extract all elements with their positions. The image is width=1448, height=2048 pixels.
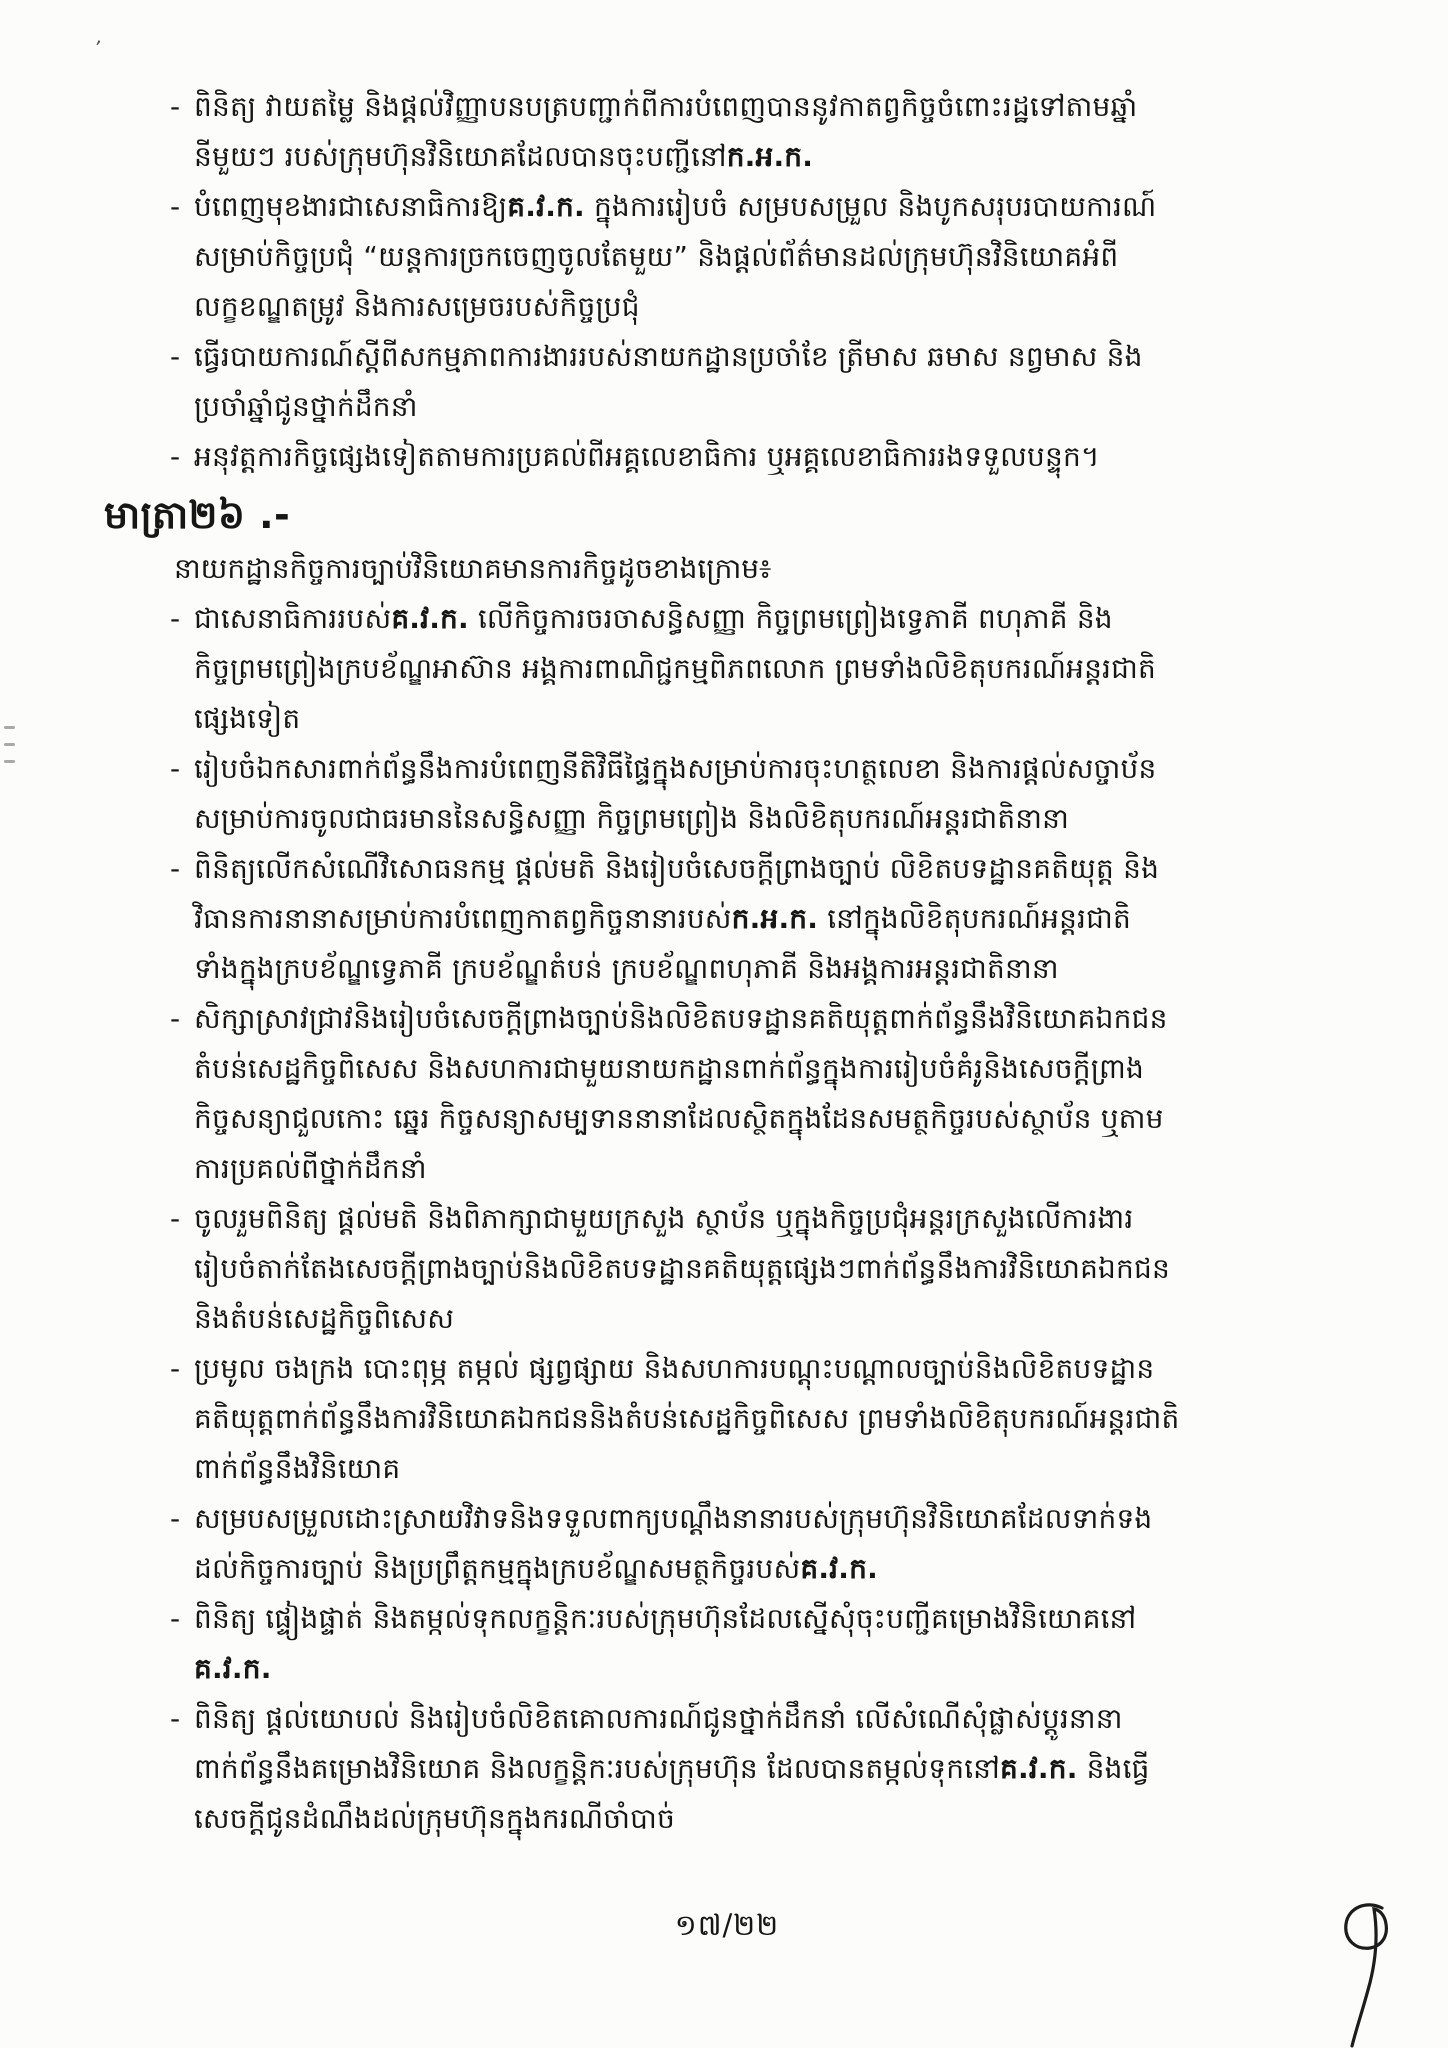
text-line: សម្របសម្រួលដោះស្រាយវិវាទនិងទទួលពាក្យបណ្តឹងនានារបស់ក្រុមហ៊ុនវិនិយោគដែលទាក់ទង bbox=[194, 1502, 1153, 1535]
list-item bbox=[170, 1694, 1350, 1844]
page-footer bbox=[104, 1908, 1350, 1950]
text-line: ធ្វើរបាយការណ៍ស្តីពីសកម្មភាពការងាររបស់នាយកដ្ឋានប្រចាំខែ ត្រីមាស ឆមាស នព្វមាស និង bbox=[194, 340, 1143, 373]
margin-tick bbox=[4, 760, 15, 763]
text-line: រៀបចំតាក់តែងសេចក្តីព្រាងច្បាប់និងលិខិតបទដ្ឋានគតិយុត្តផ្សេងៗពាក់ព័ន្ធនឹងការវិនិយោគឯកជន bbox=[194, 1252, 1170, 1285]
text-line: ដល់កិច្ចការច្បាប់ និងប្រព្រឹត្តកម្មក្នុងក្របខ័ណ្ឌសមត្ថកិច្ចរបស់គ.វ.ក. bbox=[194, 1552, 878, 1585]
text-line: នីមួយៗ របស់ក្រុមហ៊ុនវិនិយោគដែលបានចុះបញ្ជីនៅក.អ.ក. bbox=[194, 140, 814, 173]
article-heading: មាត្រា២៦ .- bbox=[104, 493, 291, 537]
text-line: ពិនិត្យ ផ្ទៀងផ្ទាត់ និងតម្កល់ទុកលក្ខន្តិកៈរបស់ក្រុមហ៊ុនដែលស្នើសុំចុះបញ្ជីគម្រោងវិនិយោគនៅ bbox=[194, 1602, 1137, 1635]
list-item bbox=[170, 844, 1350, 994]
scan-speck: ’ bbox=[91, 35, 103, 61]
top-bullet-list bbox=[170, 82, 1350, 482]
list-item-text bbox=[194, 1344, 1350, 1494]
text-line: សម្រាប់កិច្ចប្រជុំ “យន្តការច្រកចេញចូលតែមួយ” និងផ្តល់ព័ត៌មានដល់ក្រុមហ៊ុនវិនិយោគអំពី bbox=[194, 240, 1119, 273]
bullet-dash: - bbox=[170, 190, 181, 223]
page-number: ១៧/២២ bbox=[674, 1908, 780, 1942]
text-line: ទាំងក្នុងក្របខ័ណ្ឌទ្វេភាគី ក្របខ័ណ្ឌតំបន់ ក្របខ័ណ្ឌពហុភាគី និងអង្គការអន្តរជាតិនានា bbox=[194, 952, 1059, 985]
handwritten-mark bbox=[1318, 1900, 1428, 2048]
list-item bbox=[170, 594, 1350, 744]
list-item bbox=[170, 1594, 1350, 1694]
list-item-text bbox=[194, 1594, 1350, 1694]
list-item-text bbox=[194, 994, 1350, 1194]
text-line: ជាសេនាធិការរបស់គ.វ.ក. លើកិច្ចការចរចាសន្ធិសញ្ញា កិច្ចព្រមព្រៀងទ្វេភាគី ពហុភាគី និង bbox=[194, 602, 1113, 635]
bullet-dash: - bbox=[170, 1702, 181, 1735]
list-item bbox=[170, 994, 1350, 1194]
bullet-dash: - bbox=[170, 752, 181, 785]
text-line: អនុវត្តការកិច្ចផ្សេងទៀតតាមការប្រគល់ពីអគ្គលេខាធិការ ឬអគ្គលេខាធិការរងទទួលបន្ទុក។ bbox=[194, 440, 1100, 473]
text-line: ចូលរួមពិនិត្យ ផ្តល់មតិ និងពិភាក្សាជាមួយក្រសួង ស្ថាប័ន ឬក្នុងកិច្ចប្រជុំអន្តរក្រសួងលើការងារ bbox=[194, 1202, 1134, 1235]
text-line: ផ្សេងទៀត bbox=[194, 702, 301, 735]
list-item-text bbox=[194, 594, 1350, 744]
list-item-text bbox=[194, 844, 1350, 994]
bullet-dash: - bbox=[170, 1602, 181, 1635]
list-item-text bbox=[194, 1694, 1350, 1844]
text-line: និងតំបន់សេដ្ឋកិច្ចពិសេស bbox=[194, 1302, 455, 1335]
list-item-text bbox=[194, 1194, 1350, 1344]
text-line: ការប្រគល់ពីថ្នាក់ដឹកនាំ bbox=[194, 1152, 427, 1185]
text-line: សម្រាប់ការចូលជាធរមាននៃសន្ធិសញ្ញា កិច្ចព្រមព្រៀង និងលិខិតុបករណ៍អន្តរជាតិនានា bbox=[194, 802, 1070, 835]
document-body bbox=[104, 82, 1350, 1844]
list-item-text bbox=[194, 82, 1350, 182]
list-item bbox=[170, 744, 1350, 844]
bullet-dash: - bbox=[170, 602, 181, 635]
text-line: សេចក្តីជូនដំណឹងដល់ក្រុមហ៊ុនក្នុងករណីចាំបាច់ bbox=[194, 1802, 676, 1835]
text-line: ពាក់ព័ន្ធនឹងវិនិយោគ bbox=[194, 1452, 401, 1485]
text-line: សិក្សាស្រាវជ្រាវនិងរៀបចំសេចក្តីព្រាងច្បាប់និងលិខិតបទដ្ឋានគតិយុត្តពាក់ព័ន្ធនឹងវិនិយោគឯកជន bbox=[194, 1002, 1168, 1035]
list-item bbox=[170, 82, 1350, 182]
list-item bbox=[170, 332, 1350, 432]
text-line: វិធានការនានាសម្រាប់ការបំពេញកាតព្វកិច្ចនានារបស់ក.អ.ក. នៅក្នុងលិខិតុបករណ៍អន្តរជាតិ bbox=[194, 902, 1131, 935]
list-item bbox=[170, 1494, 1350, 1594]
bullet-dash: - bbox=[170, 90, 181, 123]
article-intro: នាយកដ្ឋានកិច្ចការច្បាប់វិនិយោគមានការកិច្ចដូចខាងក្រោម៖ bbox=[174, 552, 772, 585]
bullet-dash: - bbox=[170, 852, 181, 885]
bullet-dash: - bbox=[170, 1502, 181, 1535]
bullet-dash: - bbox=[170, 1202, 181, 1235]
text-line: ពាក់ព័ន្ធនឹងគម្រោងវិនិយោគ និងលក្ខន្តិកៈរបស់ក្រុមហ៊ុន ដែលបានតម្កល់ទុកនៅគ.វ.ក. និងធ្វើ bbox=[194, 1752, 1150, 1785]
text-line: បំពេញមុខងារជាសេនាធិការឱ្យគ.វ.ក. ក្នុងការរៀបចំ សម្របសម្រួល និងបូកសរុបរបាយការណ៍ bbox=[194, 190, 1157, 223]
text-line: គ.វ.ក. bbox=[194, 1652, 272, 1685]
text-line: ពិនិត្យ វាយតម្លៃ និងផ្តល់វិញ្ញាបនបត្របញ្ជាក់ពីការបំពេញបាននូវកាតព្វកិច្ចចំពោះរដ្ឋទៅតាមឆ្នាំ bbox=[194, 90, 1138, 123]
list-item bbox=[170, 182, 1350, 332]
bullet-dash: - bbox=[170, 1002, 181, 1035]
bullet-dash: - bbox=[170, 1352, 181, 1385]
list-item bbox=[170, 1194, 1350, 1344]
margin-pencil-marks bbox=[4, 712, 24, 777]
text-line: ពិនិត្យលើកសំណើវិសោធនកម្ម ផ្តល់មតិ និងរៀបចំសេចក្តីព្រាងច្បាប់ លិខិតបទដ្ឋានគតិយុត្ត និង bbox=[194, 852, 1160, 885]
text-line: លក្ខខណ្ឌតម្រូវ និងការសម្រេចរបស់កិច្ចប្រជុំ bbox=[194, 290, 640, 323]
text-line: គតិយុត្តពាក់ព័ន្ធនឹងការវិនិយោគឯកជននិងតំបន់សេដ្ឋកិច្ចពិសេស ព្រមទាំងលិខិតុបករណ៍អន្តរជាតិ bbox=[194, 1402, 1180, 1435]
list-item-text bbox=[194, 182, 1350, 332]
text-line: ប្រមូល ចងក្រង បោះពុម្ភ តម្កល់ ផ្សព្វផ្សាយ និងសហការបណ្តុះបណ្តាលច្បាប់និងលិខិតបទដ្ឋាន bbox=[194, 1352, 1155, 1385]
margin-tick bbox=[4, 743, 15, 746]
text-line: កិច្ចព្រមព្រៀងក្របខ័ណ្ឌអាស៊ាន អង្គការពាណិជ្ជកម្មពិភពលោក ព្រមទាំងលិខិតុបករណ៍អន្តរជាតិ bbox=[194, 652, 1156, 685]
text-line: ពិនិត្យ ផ្តល់យោបល់ និងរៀបចំលិខិតគោលការណ៍ជូនថ្នាក់ដឹកនាំ លើសំណើសុំផ្លាស់ប្តូរនានា bbox=[194, 1702, 1123, 1735]
margin-tick bbox=[4, 726, 15, 729]
list-item-text bbox=[194, 1494, 1350, 1594]
article-bullet-list bbox=[170, 594, 1350, 1844]
bullet-dash: - bbox=[170, 440, 181, 473]
text-line: កិច្ចសន្យាជួលកោះ ឆ្នេរ កិច្ចសន្យាសម្បទាននានាដែលស្ថិតក្នុងដែនសមត្ថកិច្ចរបស់ស្ថាប័ន ឬតាម bbox=[194, 1102, 1164, 1135]
list-item-text bbox=[194, 332, 1350, 432]
list-item-text bbox=[194, 432, 1350, 482]
text-line: ប្រចាំឆ្នាំជូនថ្នាក់ដឹកនាំ bbox=[194, 390, 418, 423]
list-item bbox=[170, 1344, 1350, 1494]
text-line: រៀបចំឯកសារពាក់ព័ន្ធនឹងការបំពេញនីតិវិធីផ្ទៃក្នុងសម្រាប់ការចុះហត្ថលេខា និងការផ្តល់សច្ចាប័ន bbox=[194, 752, 1157, 785]
bullet-dash: - bbox=[170, 340, 181, 373]
list-item bbox=[170, 432, 1350, 482]
list-item-text bbox=[194, 744, 1350, 844]
text-line: តំបន់សេដ្ឋកិច្ចពិសេស និងសហការជាមួយនាយកដ្ឋានពាក់ព័ន្ធក្នុងការរៀបចំគំរូនិងសេចក្តីព្រាង bbox=[194, 1052, 1144, 1085]
